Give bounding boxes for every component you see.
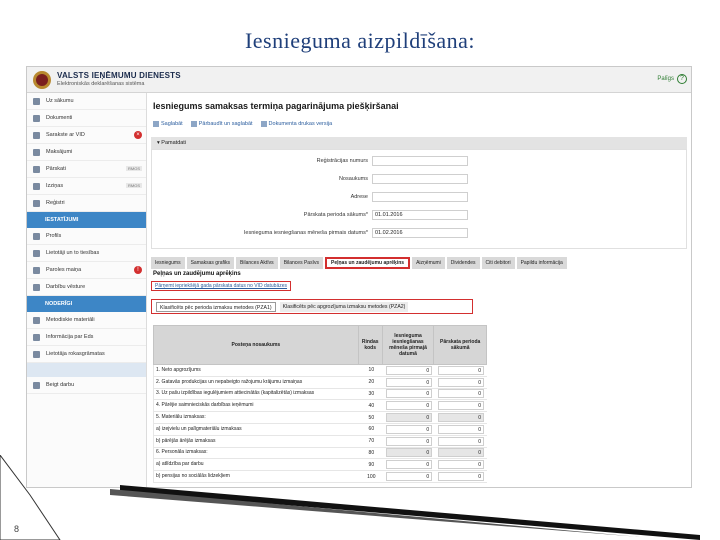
cell-period-start (435, 424, 487, 435)
value-input[interactable]: 0 (438, 378, 484, 387)
sidebar-item-label: Dokumenti (46, 115, 73, 121)
col-header-code: Rindas kods (359, 326, 383, 364)
sidebar-item-home[interactable] (27, 93, 146, 110)
app-window (26, 66, 692, 488)
import-data-link[interactable]: Pārņemt iepriekšējā gada pārskata datus no VID datubāzes (151, 281, 291, 291)
value-input[interactable]: 0 (386, 460, 432, 469)
help-label: Palīgs (657, 76, 674, 82)
param-field[interactable]: 01.01.2016 (372, 210, 468, 220)
mail-icon (33, 132, 40, 139)
help-button[interactable] (657, 74, 687, 84)
param-label: Adrese (350, 193, 368, 200)
value-input[interactable]: 0 (386, 378, 432, 387)
sidebar-tag: RMOS (128, 166, 140, 171)
param-field[interactable] (372, 174, 468, 184)
row-name: a) izejvielu un palīgmateriālu izmaksas (156, 425, 242, 432)
cell-submission (383, 400, 435, 411)
payment-icon (33, 149, 40, 156)
sidebar-section-useful: NODERĪGI (27, 296, 146, 312)
row-code: 10 (368, 367, 375, 374)
value-input[interactable]: 0 (386, 401, 432, 410)
value-input: 0 (438, 413, 484, 422)
value-input: 0 (438, 448, 484, 457)
tab-bar (151, 257, 691, 269)
param-field[interactable] (372, 156, 468, 166)
subtab-pza1[interactable]: Klasificēts pēc perioda izmaksu metodes (PZA1) (156, 302, 276, 312)
sidebar-item-label: Darbību vēsture (46, 284, 86, 290)
history-icon (33, 284, 40, 291)
cell-submission (383, 436, 435, 447)
sidebar-section-settings: IESTATĪJUMI (27, 212, 146, 228)
sidebar-item-report[interactable] (27, 161, 146, 178)
user-icon (33, 233, 40, 240)
question-icon: ? (677, 74, 687, 84)
page-title: Iesniegums samaksas termiņa pagarinājuma piešķiršanai (153, 101, 399, 111)
params-panel (151, 149, 687, 249)
info-icon (33, 334, 40, 341)
document-icon (33, 115, 40, 122)
row-code: 70 (368, 438, 375, 445)
sidebar-item-label: Profils (46, 233, 62, 239)
value-input[interactable]: 0 (386, 437, 432, 446)
tab-6[interactable]: Aizņēmumi (412, 257, 445, 269)
row-code: 60 (368, 426, 375, 433)
main-content (147, 93, 692, 488)
param-field[interactable]: 01.02.2016 (372, 228, 468, 238)
row-code: 90 (368, 461, 375, 468)
sidebar-item-label: Maksājumi (46, 149, 73, 155)
tab-7[interactable]: Dividendes (447, 257, 480, 269)
sidebar-item-user[interactable] (27, 228, 146, 245)
param-row (152, 208, 688, 221)
cell-submission (383, 377, 435, 388)
param-row (152, 190, 688, 203)
value-input[interactable]: 0 (386, 389, 432, 398)
value-input[interactable]: 0 (438, 401, 484, 410)
slide-title: Iesnieguma aizpildīšana: (244, 28, 476, 53)
check-icon (191, 121, 197, 127)
check-save-button[interactable]: Pārbaudīt un saglabāt (191, 121, 253, 127)
print-version-button[interactable]: Dokumenta drukas versija (261, 121, 333, 127)
page-number: 8 (14, 524, 20, 534)
value-input[interactable]: 0 (438, 389, 484, 398)
sidebar-item-payment[interactable] (27, 144, 146, 161)
value-input: 0 (386, 448, 432, 457)
table-row (153, 389, 487, 401)
sidebar-item-label: Lietotāji un to tiesības (46, 250, 100, 256)
section-title: Peļņas un zaudējumu aprēķins (153, 271, 241, 277)
sidebar-item-label: Sarakste ar VID (46, 132, 85, 138)
print-icon (261, 121, 267, 127)
sidebar-item-history[interactable] (27, 279, 146, 296)
tab-2[interactable]: Samaksas grafiks (187, 257, 234, 269)
row-code: 20 (368, 379, 375, 386)
report-icon (33, 166, 40, 173)
tab-8[interactable]: Citi debitori (482, 257, 515, 269)
col-header-submission: Iesnieguma iesniegšanas mēneša pirmajā datumā (383, 326, 435, 364)
row-name: 4. Pārējie saimnieciskās darbības ieņēmumi (156, 402, 254, 409)
sidebar-item-book[interactable] (27, 312, 146, 329)
row-code: 80 (368, 449, 375, 456)
value-input[interactable]: 0 (438, 366, 484, 375)
table-row (153, 412, 487, 424)
sidebar-spacer (27, 363, 146, 377)
param-row (152, 226, 688, 239)
table-row (153, 377, 487, 389)
key-icon (33, 267, 40, 274)
value-input[interactable]: 0 (438, 437, 484, 446)
sidebar-item-users[interactable] (27, 245, 146, 262)
param-label: Iesnieguma iesniegšanas mēneša pirmais datums* (243, 229, 368, 236)
value-input[interactable]: 0 (438, 472, 484, 481)
sidebar-item-label: Uz sākumu (46, 98, 74, 104)
row-name: 5. Materiālu izmaksas: (156, 414, 206, 421)
tab-4[interactable]: Bilances Pasīvs (280, 257, 323, 269)
param-label: Reģistrācijas numurs (316, 157, 368, 164)
table-row (153, 400, 487, 412)
subtab-pza2[interactable]: Klasificēts pēc apgrozījuma izmaksu metodes (PZA2) (280, 302, 409, 312)
cell-submission (383, 389, 435, 400)
cell-period-start (435, 400, 487, 411)
param-label: Pārskata perioda sākums* (303, 211, 368, 218)
row-code: 40 (368, 402, 375, 409)
tab-5[interactable]: Peļņas un zaudējumu aprēķins (325, 257, 410, 269)
logout-button[interactable] (27, 377, 146, 394)
tab-1[interactable]: Iesniegums (151, 257, 185, 269)
row-name: a) atlīdzība par darbu (156, 461, 204, 468)
row-code: 100 (367, 473, 376, 480)
brand-subtitle: Elektroniskās deklarēšanas sistēma (57, 81, 145, 87)
params-header[interactable]: ▾ Pamatdati (151, 137, 687, 149)
row-name: 3. Uz pašu izpildības iegulējumiem attiecinātās (kapitalizētās) izmaksas (156, 390, 315, 397)
top-bar (27, 67, 692, 93)
param-label: Nosaukums (338, 175, 368, 182)
book-icon (33, 317, 40, 324)
row-code: 30 (368, 390, 375, 397)
value-input[interactable]: 0 (386, 472, 432, 481)
sidebar-item-label: Reģistri (46, 200, 65, 206)
sidebar-item-label: Metodiskie materiāli (46, 317, 95, 323)
tab-3[interactable]: Bilances Aktīvs (236, 257, 278, 269)
value-input[interactable]: 0 (438, 425, 484, 434)
users-icon (33, 250, 40, 257)
cell-period-start (435, 377, 487, 388)
subtab-bar (151, 299, 473, 314)
param-field[interactable] (372, 192, 468, 202)
table-row (153, 424, 487, 436)
brand-name: VALSTS IEŅĒMUMU DIENESTS (57, 71, 181, 80)
sidebar-item-manual[interactable] (27, 346, 146, 363)
alert-icon: ! (134, 266, 142, 274)
row-name: 6. Personāla izmaksas: (156, 449, 208, 456)
col-header-period-start: Pārskata perioda sākumā (440, 339, 481, 351)
save-button[interactable]: Saglabāt (153, 121, 183, 127)
alert-icon: × (134, 131, 142, 139)
table-header (153, 325, 487, 365)
table-row (153, 365, 487, 377)
cell-period-start (435, 365, 487, 376)
value-input[interactable]: 0 (438, 460, 484, 469)
sidebar-item-label: Pārskati (46, 166, 66, 172)
col-header-name: Posteņa nosaukums (154, 326, 359, 364)
row-name: b) pensijas no sociālās lidzekļiem (156, 473, 230, 480)
cell-period-start (435, 436, 487, 447)
value-input[interactable]: 0 (386, 425, 432, 434)
sidebar-item-label: Lietotāja rokasgrāmatas (46, 351, 105, 357)
sidebar-tag: RMOS (128, 183, 140, 188)
sidebar-item-grid[interactable] (27, 195, 146, 212)
table-row (153, 436, 487, 448)
chart-icon (33, 183, 40, 190)
param-row (152, 172, 688, 185)
grid-icon (33, 200, 40, 207)
home-icon (33, 98, 40, 105)
row-name: 1. Neto apgrozījums (156, 366, 201, 373)
cell-submission (383, 424, 435, 435)
cell-submission (383, 365, 435, 376)
row-name: b) pārējās ārējās izmaksas (156, 437, 216, 444)
sidebar-item-label: Informācija par Eds (46, 334, 94, 340)
value-input[interactable]: 0 (386, 366, 432, 375)
slide-decoration (0, 455, 700, 540)
manual-icon (33, 351, 40, 358)
logout-icon (33, 382, 40, 389)
sidebar-item-label: Paroles maiņa (46, 267, 82, 273)
sidebar-item-key[interactable] (27, 262, 146, 279)
sidebar-item-label: Izziņas (46, 183, 64, 189)
value-input: 0 (386, 413, 432, 422)
row-code: 50 (368, 414, 375, 421)
logout-label: Beigt darbu (46, 382, 75, 388)
sidebar-item-chart[interactable] (27, 178, 146, 195)
sidebar (27, 93, 147, 488)
param-row (152, 154, 688, 167)
cell-submission (383, 412, 435, 423)
vid-logo-icon (31, 69, 53, 91)
sidebar-item-document[interactable] (27, 110, 146, 127)
cell-period-start (435, 389, 487, 400)
save-icon (153, 121, 159, 127)
tab-9[interactable]: Papildu informācija (517, 257, 567, 269)
cell-period-start (435, 412, 487, 423)
sidebar-item-info[interactable] (27, 329, 146, 346)
toolbar (153, 121, 332, 127)
sidebar-item-mail[interactable] (27, 127, 146, 144)
row-name: 2. Gatavās produkcijas un nepabeigto ražojumu krājumu izmaiņas (156, 378, 303, 385)
